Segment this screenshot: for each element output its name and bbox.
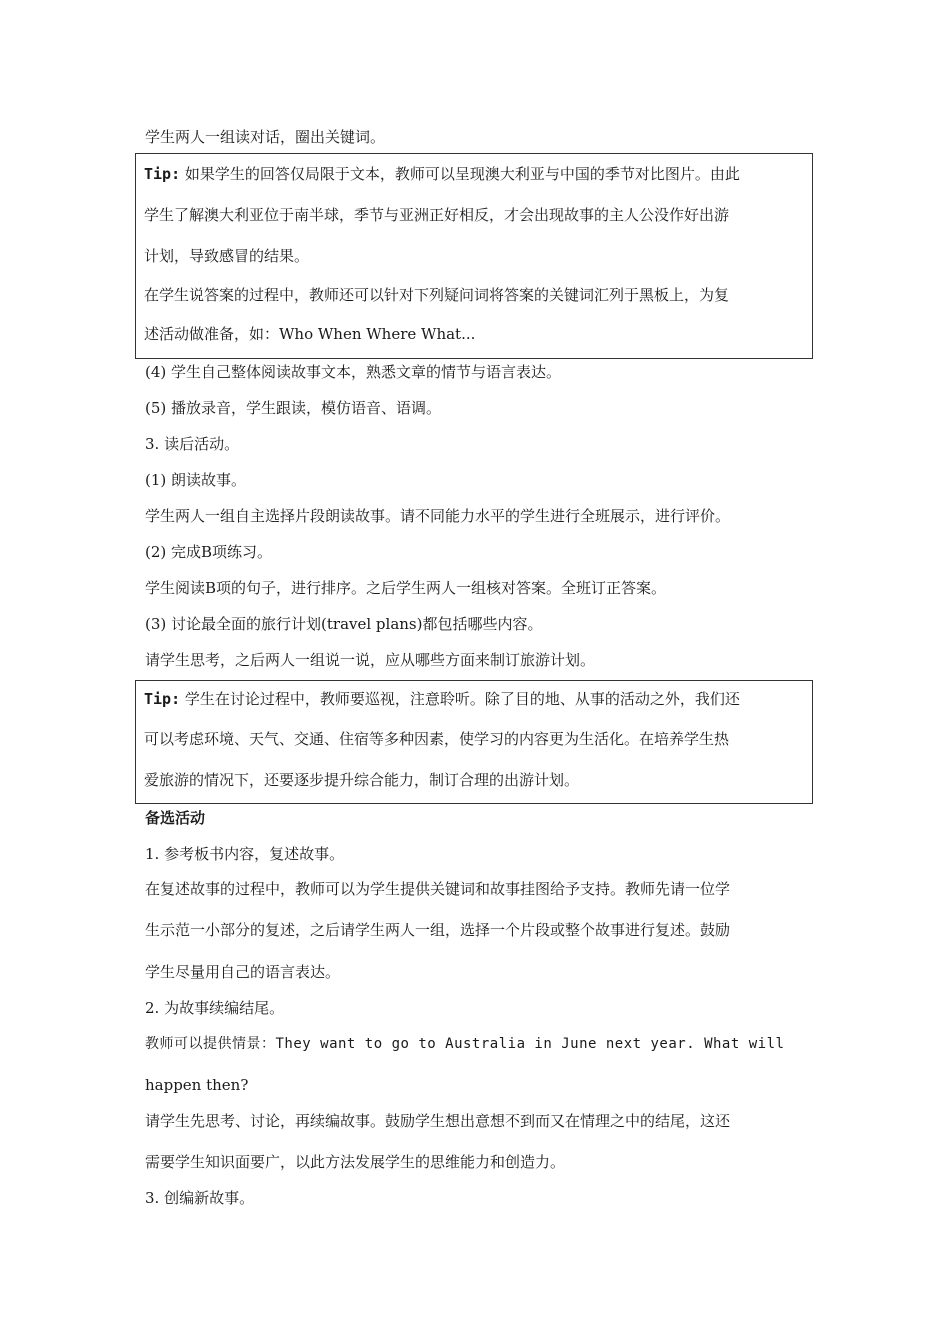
post-reading-item-2-desc: 学生阅读B项的句子，进行排序。之后学生两人一组核对答案。全班订正答案。 bbox=[145, 579, 667, 597]
paragraph-step-5: (5) 播放录音，学生跟读，模仿语音、语调。 bbox=[145, 399, 442, 417]
tip-line: 爱旅游的情况下，还要逐步提升综合能力，制订合理的出游计划。 bbox=[144, 771, 580, 789]
tip-line: 述活动做准备，如：Who When Where What... bbox=[144, 325, 476, 343]
optional-activities-heading: 备选活动 bbox=[145, 809, 206, 827]
tip-line: 在学生说答案的过程中，教师还可以针对下列疑问词将答案的关键词汇列于黑板上，为复 bbox=[144, 286, 730, 304]
optional-item-3: 3. 创编新故事。 bbox=[145, 1189, 255, 1207]
tip-box-seasons bbox=[135, 153, 813, 359]
tip-line: 学生了解澳大利亚位于南半球，季节与亚洲正好相反，才会出现故事的主人公没作好出游 bbox=[144, 206, 730, 224]
post-reading-item-1: (1) 朗读故事。 bbox=[145, 471, 247, 489]
optional-item-2: 2. 为故事续编结尾。 bbox=[145, 999, 285, 1017]
optional-item-1-text: 在复述故事的过程中，教师可以为学生提供关键词和故事挂图给予支持。教师先请一位学 bbox=[145, 880, 731, 898]
tip-line bbox=[144, 689, 740, 709]
post-reading-item-2: (2) 完成B项练习。 bbox=[145, 543, 273, 561]
paragraph-step-4: (4) 学生自己整体阅读故事文本，熟悉文章的情节与语言表达。 bbox=[145, 363, 562, 381]
optional-item-2-text: 需要学生知识面要广，以此方法发展学生的思维能力和创造力。 bbox=[145, 1153, 566, 1171]
optional-item-1: 1. 参考板书内容，复述故事。 bbox=[145, 845, 345, 863]
tip-box-discussion bbox=[135, 680, 813, 804]
tip-label: Tip: bbox=[144, 165, 181, 183]
optional-item-2-text: 教师可以提供情景：They want to go to Australia in June next year. What will bbox=[145, 1036, 785, 1052]
tip-line bbox=[144, 164, 740, 184]
optional-item-2-text: 请学生先思考、讨论，再续编故事。鼓励学生想出意想不到而又在情理之中的结尾，这还 bbox=[145, 1112, 731, 1130]
tip-line: 可以考虑环境、天气、交通、住宿等多种因素，使学习的内容更为生活化。在培养学生热 bbox=[144, 730, 730, 748]
tip-text: 学生在讨论过程中，教师要巡视，注意聆听。除了目的地、从事的活动之外，我们还 bbox=[180, 690, 740, 708]
section-post-reading: 3. 读后活动。 bbox=[145, 435, 240, 453]
optional-item-1-text: 生示范一小部分的复述，之后请学生两人一组，选择一个片段或整个故事进行复述。鼓励 bbox=[145, 921, 731, 939]
post-reading-item-3: (3) 讨论最全面的旅行计划(travel plans)都包括哪些内容。 bbox=[145, 615, 543, 633]
optional-item-1-text: 学生尽量用自己的语言表达。 bbox=[145, 963, 341, 981]
tip-label: Tip: bbox=[144, 690, 181, 708]
tip-line: 计划，导致感冒的结果。 bbox=[144, 247, 310, 265]
optional-item-2-text: happen then? bbox=[145, 1076, 249, 1094]
paragraph-pair-reading: 学生两人一组读对话，圈出关键词。 bbox=[145, 128, 386, 146]
post-reading-item-1-desc: 学生两人一组自主选择片段朗读故事。请不同能力水平的学生进行全班展示，进行评价。 bbox=[145, 507, 731, 525]
tip-text: 如果学生的回答仅局限于文本，教师可以呈现澳大利亚与中国的季节对比图片。由此 bbox=[180, 165, 740, 183]
post-reading-item-3-desc: 请学生思考，之后两人一组说一说，应从哪些方面来制订旅游计划。 bbox=[145, 651, 596, 669]
